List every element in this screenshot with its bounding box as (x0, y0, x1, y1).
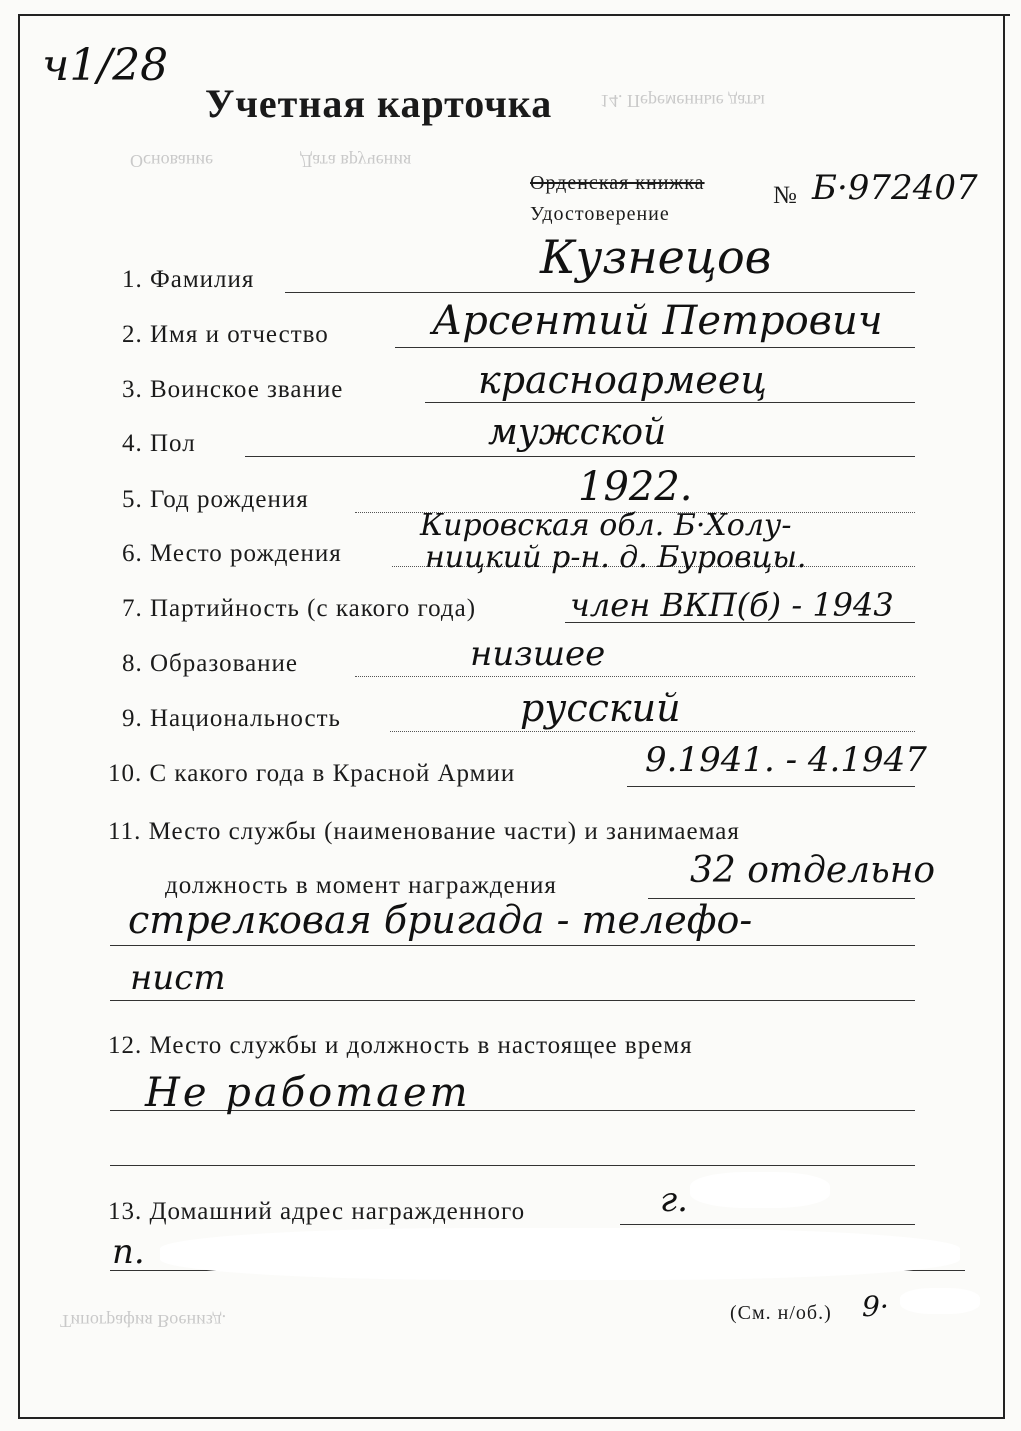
bleed-through-text: Основание (130, 151, 214, 171)
field11-value-line1: 32 отдельно (690, 850, 936, 891)
card-border-right (1003, 14, 1005, 1419)
field-line (110, 1000, 915, 1001)
field-value: русский (520, 686, 681, 730)
field-line (245, 456, 915, 457)
field-line (390, 731, 915, 732)
field-line (425, 402, 915, 403)
redaction-patch (690, 1172, 830, 1208)
bleed-through-text: 14. Переменные даты (600, 91, 765, 111)
field-value: красноармеец (478, 358, 767, 402)
card-border-bottom (18, 1417, 1005, 1419)
card-border-top (20, 14, 1010, 16)
field-label: 7. Партийность (с какого года) (122, 595, 477, 622)
field-label: 9. Национальность (122, 705, 341, 732)
field-label: 4. Пол (122, 430, 196, 457)
field-label: 8. Образование (122, 650, 299, 677)
field-line (355, 676, 915, 677)
field-value: мужской (488, 412, 667, 453)
field-value-line2: ницкий р-н. д. Буровцы. (425, 540, 807, 575)
field11-label-line1: 11. Место службы (наименование части) и занимаемая (108, 818, 740, 845)
field13-label: 13. Домашний адрес награжденного (108, 1198, 526, 1225)
order-book-label: Орденская книжка (530, 172, 705, 194)
field12-value: Не работает (145, 1070, 471, 1116)
field-value: Арсентий Петрович (432, 298, 883, 344)
page-title: Учетная карточка (205, 81, 553, 126)
field13-value-line2: п. (112, 1232, 145, 1272)
field13-value-line1: г. (660, 1180, 688, 1220)
field-value: Кузнецов (540, 230, 772, 284)
field-value: 1922. (578, 464, 693, 510)
footer-handwriting: 9· (862, 1290, 889, 1323)
field11-value-line3: нист (130, 958, 226, 998)
field-value: 9.1941. - 4.1947 (645, 740, 927, 780)
certificate-label: Удостоверение (530, 203, 670, 225)
corner-note: ч1/28 (42, 40, 169, 91)
field-label: 10. С какого года в Красной Армии (108, 760, 516, 787)
field-line (620, 1224, 915, 1225)
field-label: 5. Год рождения (122, 486, 309, 513)
field-value: низшее (470, 634, 606, 674)
redaction-patch (900, 1288, 980, 1314)
field-label: 3. Воинское звание (122, 376, 344, 403)
field12-label: 12. Место службы и должность в настоящее время (108, 1032, 693, 1059)
field-value-line1: Кировская обл. Б·Холу- (420, 508, 792, 543)
number-label: № (773, 182, 798, 209)
bleed-through-text: Типография Военизд. (60, 1311, 227, 1331)
field-label: 6. Место рождения (122, 540, 342, 567)
bleed-through-text: Дата вручения (300, 151, 412, 171)
field-line (110, 1165, 915, 1166)
document-number: Б·972407 (812, 168, 978, 208)
redaction-patch (160, 1228, 960, 1280)
field11-value-line2: стрелковая бригада - телефо- (128, 898, 753, 942)
field-label: 2. Имя и отчество (122, 321, 329, 348)
field-line (110, 945, 915, 946)
field-label: 1. Фамилия (122, 266, 255, 293)
field11-label-line2: должность в момент награждения (165, 872, 557, 899)
card-border-left (18, 14, 20, 1419)
footer-note: (См. н/об.) (730, 1302, 832, 1324)
field-line (627, 786, 915, 787)
field-line (395, 347, 915, 348)
field-line (285, 292, 915, 293)
field-value: член ВКП(б) - 1943 (570, 586, 894, 624)
